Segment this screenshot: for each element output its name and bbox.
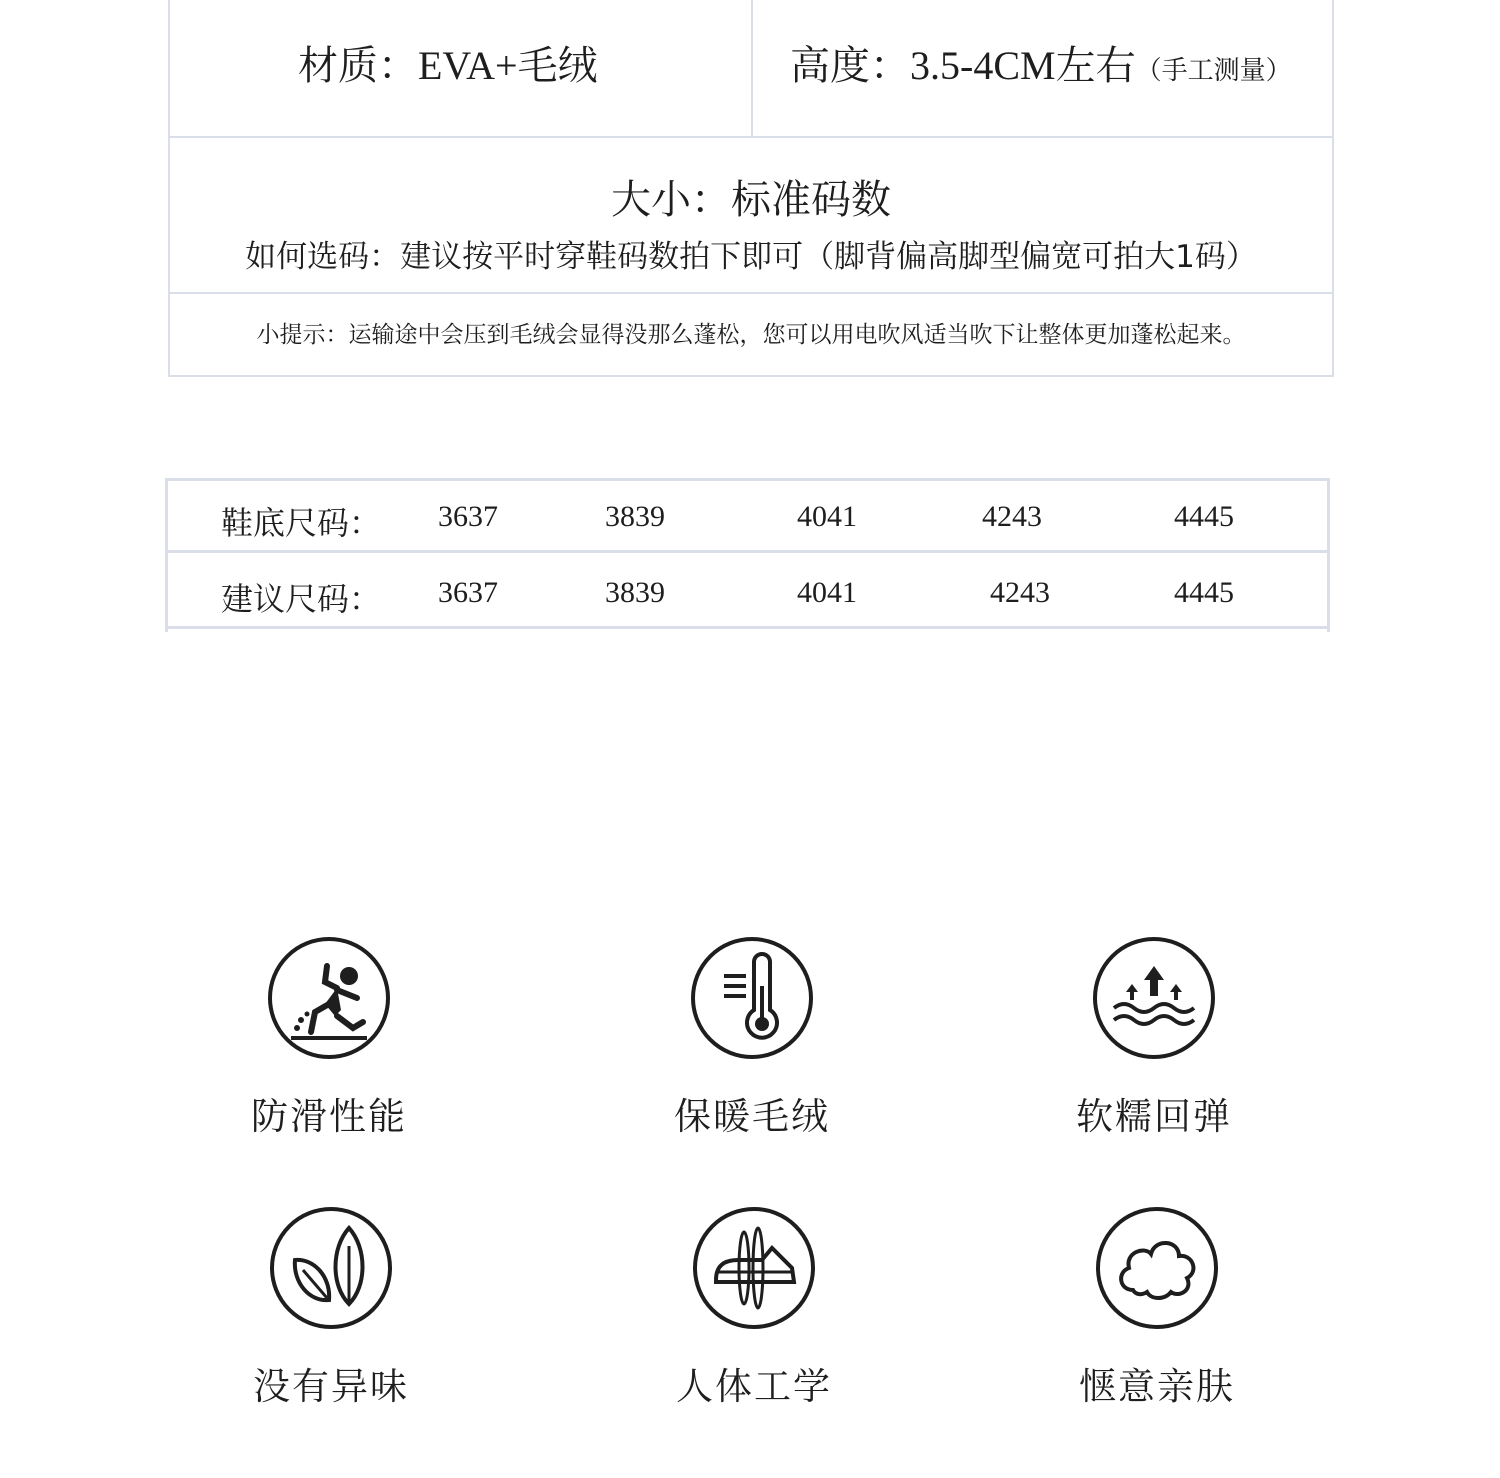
size-cell: 4041 — [797, 576, 857, 609]
feature-warm — [602, 936, 902, 1140]
tip-text: 小提示：运输途中会压到毛绒会显得没那么蓬松，您可以用电吹风适当吹下让整体更加蓬松起来。 — [256, 322, 1246, 348]
cloud-icon — [1095, 1206, 1219, 1330]
rebound-waves-icon — [1092, 936, 1216, 1060]
size-cell: 4243 — [982, 500, 1042, 533]
shoe-ergonomic-icon — [692, 1206, 816, 1330]
feature-skin-friendly — [1007, 1206, 1307, 1410]
row-label: 建议尺码： — [221, 580, 382, 618]
feature-label: 人体工学 — [676, 1365, 832, 1408]
size-cell: 3839 — [605, 576, 665, 609]
size-spec: 大小：标准码数 — [611, 177, 891, 223]
feature-label: 保暖毛绒 — [674, 1095, 830, 1138]
feature-label: 防滑性能 — [251, 1095, 407, 1138]
feature-rebound — [1004, 936, 1304, 1140]
size-cell: 3637 — [438, 576, 498, 609]
material-spec: 材质：EVA+毛绒 — [298, 43, 598, 89]
size-cell: 3839 — [605, 500, 665, 533]
slip-person-icon — [267, 936, 391, 1060]
feature-label: 没有异味 — [253, 1365, 409, 1408]
size-howto: 如何选码：建议按平时穿鞋码数拍下即可（脚背偏高脚型偏宽可拍大1码） — [245, 239, 1257, 275]
height-spec: 高度：3.5-4CM左右（手工测量） — [790, 43, 1292, 89]
size-cell: 4041 — [797, 500, 857, 533]
size-cell: 4445 — [1174, 500, 1234, 533]
size-cell: 4243 — [990, 576, 1050, 609]
spec-divider — [170, 292, 1332, 294]
spec-divider — [170, 136, 1332, 138]
feature-label: 软糯回弹 — [1076, 1095, 1232, 1138]
spec-table — [168, 0, 1334, 377]
feature-ergonomic — [604, 1206, 904, 1410]
leaves-icon — [269, 1206, 393, 1330]
feature-label: 惬意亲肤 — [1079, 1365, 1235, 1408]
feature-no-odor — [181, 1206, 481, 1410]
row-label: 鞋底尺码： — [221, 504, 382, 542]
size-cell: 3637 — [438, 500, 498, 533]
size-cell: 4445 — [1174, 576, 1234, 609]
spec-divider — [751, 0, 753, 136]
height-note: （手工测量） — [1135, 56, 1292, 86]
feature-anti-slip — [179, 936, 479, 1140]
thermometer-icon — [690, 936, 814, 1060]
size-table — [165, 478, 1330, 632]
